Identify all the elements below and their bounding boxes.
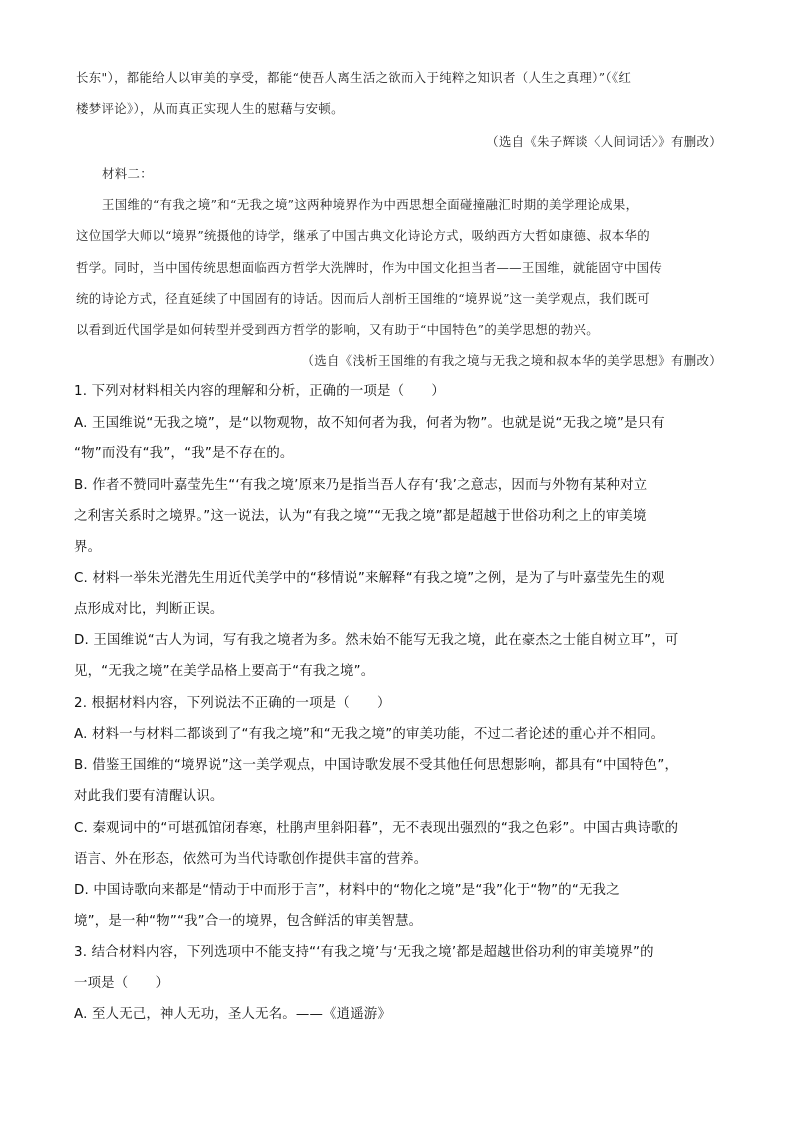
option-a-line: A. 至人无己，神人无功，圣人无名。——《逍遥游》 (74, 1007, 392, 1022)
option-b-line: 界。 (74, 540, 102, 555)
option-c-line: 语言、外在形态，依然可为当代诗歌创作提供丰富的营养。 (74, 852, 428, 867)
option-d-line: D. 中国诗歌向来都是“情动于中而形于言”，材料中的“物化之境”是“我”化于“物”的“无我之 (74, 883, 620, 898)
material-one-source: （选自《朱子辉谈〈人间词话〉》有删改） (486, 134, 722, 149)
question-stem: 3. 结合材料内容，下列选项中不能支持“‘有我之境’与‘无我之境’都是超越世俗功利的审美境界”的 (74, 945, 654, 960)
material-two-line: 王国维的“有我之境”和“无我之境”这两种境界作为中西思想全面碰撞融汇时期的美学理论成果， (102, 197, 639, 212)
option-d-line: 见，“无我之境”在美学品格上要高于“有我之境”。 (74, 664, 375, 679)
option-c-line: C. 秦观词中的“可堪孤馆闭春寒，杜鹃声里斜阳暮”，无不表现出强烈的“我之色彩”。中国古典诗歌的 (74, 821, 679, 836)
option-b-line: B. 借鉴王国维的“境界说”这一美学观点，中国诗歌发展不受其他任何思想影响，都具有“中国特色”， (74, 758, 679, 773)
option-a-line: A. 王国维说“无我之境”，是“以物观物，故不知何者为我，何者为物”。也就是说“无我之境”是只有 (74, 416, 665, 431)
material-two-source: （选自《浅析王国维的有我之境与无我之境和叔本华的美学思想》有删改） (301, 353, 722, 368)
question-stem: 1. 下列对材料相关内容的理解和分析，正确的一项是（ ） (74, 384, 445, 399)
material-one-line: 长东"），都能给人以审美的享受，都能“使吾人离生活之欲而入于纯粹之知识者（人生之真理）”（《红 (76, 70, 632, 85)
material-two-line: 哲学。同时，当中国传统思想面临西方哲学大洗牌时，作为中国文化担当者——王国维，就能固守中国传 (76, 260, 663, 275)
question-stem: 一项是（ ） (74, 976, 170, 991)
question-stem: 2. 根据材料内容，下列说法不正确的一项是（ ） (74, 696, 391, 711)
material-two-heading: 材料二： (102, 166, 153, 181)
option-d-line: 境”，是一种“物”“我”合一的境界，包含鲜活的审美智慧。 (74, 914, 423, 929)
option-c-line: C. 材料一举朱光潜先生用近代美学中的“移情说”来解释“有我之境”之例，是为了与叶嘉莹先生的观 (74, 571, 665, 586)
material-one-line: 楼梦评论》），从而真正实现人生的慰藉与安顿。 (76, 101, 344, 116)
option-c-line: 点形成对比，判断正误。 (74, 602, 224, 617)
option-b-line: 对此我们要有清醒认识。 (74, 789, 224, 804)
option-d-line: D. 王国维说“古人为词，写有我之境者为多。然未始不能写无我之境，此在豪杰之士能自树立耳”，可 (74, 633, 679, 648)
option-a-line: “物”而没有“我”，“我”是不存在的。 (74, 446, 294, 461)
option-a-line: A. 材料一与材料二都谈到了“有我之境”和“无我之境”的审美功能，不过二者论述的重心并不相同。 (74, 727, 665, 742)
material-two-line: 统的诗论方式，径直延续了中国固有的诗话。因而后人剖析王国维的“境界说”这一美学观点，我们既可 (76, 291, 650, 306)
material-two-line: 以看到近代国学是如何转型并受到西方哲学的影响，又有助于“中国特色”的美学思想的勃兴。 (76, 322, 599, 337)
option-b-line: B. 作者不赞同叶嘉莹先生“‘有我之境’原来乃是指当吾人存有‘我’之意志，因而与外物有某种对立 (74, 478, 648, 493)
material-two-line: 这位国学大师以“境界”统摄他的诗学，继承了中国古典文化诗论方式，吸纳西方大哲如康德、叔本华的 (76, 228, 650, 243)
option-b-line: 之利害关系时之境界。”这一说法，认为“有我之境”“无我之境”都是超越于世俗功利之上的审美境 (74, 509, 647, 524)
